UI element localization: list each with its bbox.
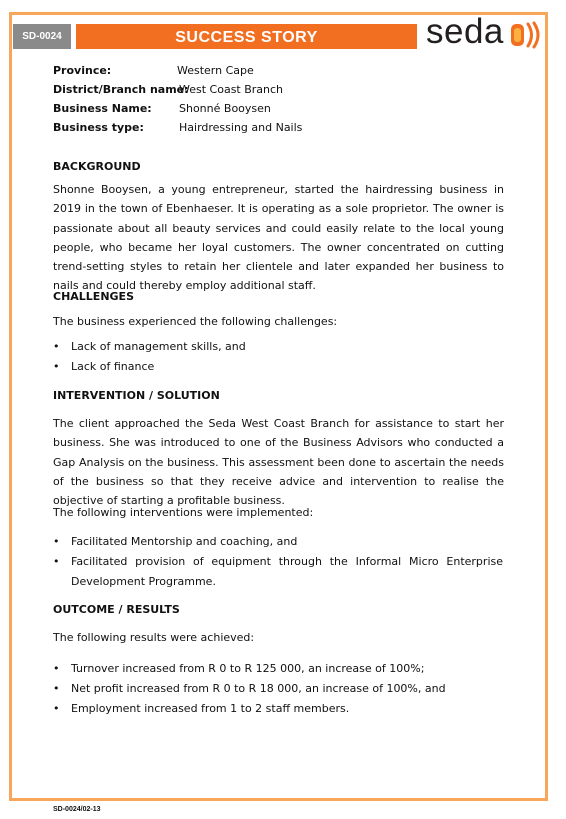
success-story-banner: SUCCESS STORY bbox=[76, 24, 417, 49]
intervention-intro: The following interventions were implemented: bbox=[53, 506, 314, 519]
footer-doc-reference: SD-0024/02-13 bbox=[53, 806, 101, 813]
info-label: District/Branch name: bbox=[53, 83, 189, 96]
seda-logo-mark-icon bbox=[510, 20, 544, 50]
info-label: Business Name: bbox=[53, 102, 152, 115]
seda-logo bbox=[426, 14, 546, 54]
info-label: Business type: bbox=[53, 121, 144, 134]
outcome-item: • Net profit increased from R 0 to R 18 000, an increase of 100%, and bbox=[71, 679, 503, 699]
document-code-badge: SD-0024 bbox=[13, 24, 71, 49]
info-value: West Coast Branch bbox=[179, 83, 284, 96]
challenge-item: • Lack of finance bbox=[71, 357, 503, 377]
info-value: Hairdressing and Nails bbox=[179, 121, 303, 134]
info-value: Shonné Booysen bbox=[179, 102, 271, 115]
background-paragraph: Shonne Booysen, a young entrepreneur, started the hairdressing business in 2019 in the town of Ebenhaeser. It is operating as a sole proprietor. The owner is passionate about all beauty services and could easily relate to the local young people, who became her loyal customers. The owner concentrated on cutting trend-setting styles to retain her clientele and later expanded her business to nails and could thereby employ additional staff. bbox=[53, 183, 504, 293]
intervention-heading: INTERVENTION / SOLUTION bbox=[53, 389, 220, 402]
background-heading: BACKGROUND bbox=[53, 160, 141, 173]
intervention-item: • Facilitated provision of equipment through the Informal Micro Enterprise Development Programme. bbox=[71, 552, 503, 591]
seda-logo-text: seda bbox=[426, 12, 504, 51]
info-label: Province: bbox=[53, 64, 112, 77]
intervention-paragraph: The client approached the Seda West Coast Branch for assistance to start her business. She was introduced to one of the Business Advisors who conducted a Gap Analysis on the business. This assessment been done to ascertain the needs of the business so that they receive advice and intervention to realise the objective of starting a profitable business. bbox=[53, 417, 504, 508]
challenges-heading: CHALLENGES bbox=[53, 290, 134, 303]
challenge-item: • Lack of management skills, and bbox=[71, 337, 503, 357]
info-value: Western Cape bbox=[177, 64, 254, 77]
outcome-intro: The following results were achieved: bbox=[53, 631, 255, 644]
outcome-item: • Turnover increased from R 0 to R 125 000, an increase of 100%; bbox=[71, 659, 503, 679]
challenges-intro: The business experienced the following challenges: bbox=[53, 315, 338, 328]
intervention-item: • Facilitated Mentorship and coaching, and bbox=[71, 532, 503, 552]
outcome-item: • Employment increased from 1 to 2 staff members. bbox=[71, 699, 503, 719]
outcome-heading: OUTCOME / RESULTS bbox=[53, 603, 180, 616]
